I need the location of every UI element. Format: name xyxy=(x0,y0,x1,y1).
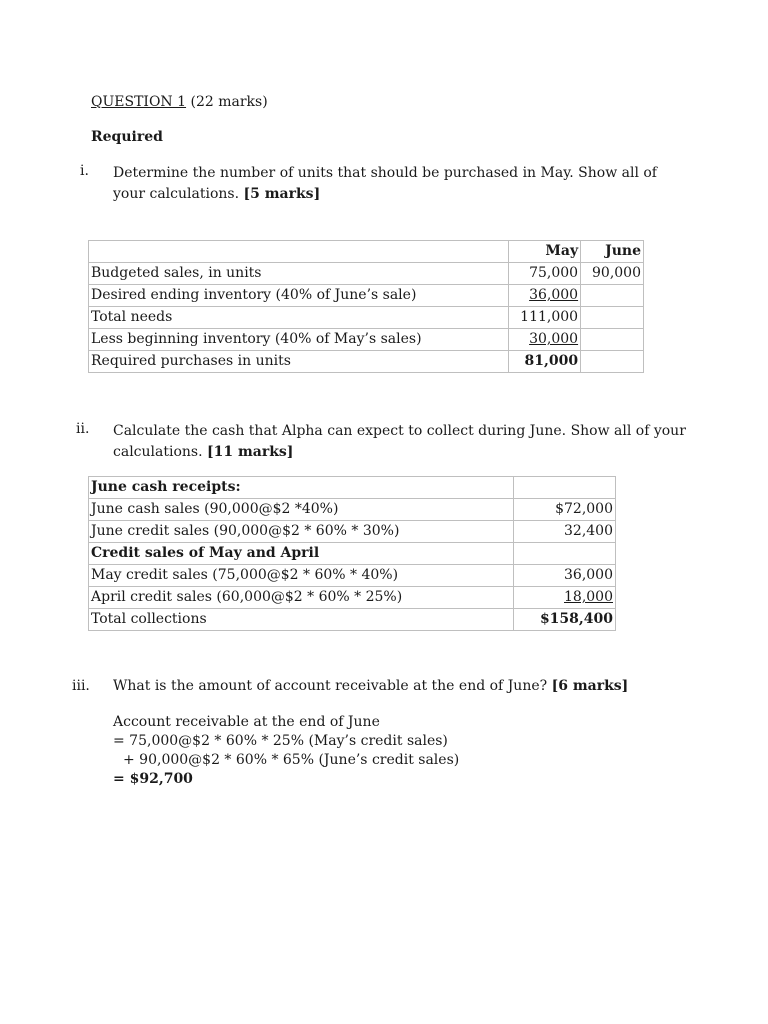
table-row xyxy=(89,587,616,609)
row-label: Credit sales of May and April xyxy=(89,543,514,565)
part-iii-marks: [6 marks] xyxy=(551,678,629,694)
table-row xyxy=(89,609,616,631)
table-row xyxy=(89,565,616,587)
row-label: Total collections xyxy=(89,609,514,631)
table-cell xyxy=(89,241,509,263)
row-label: June cash sales (90,000@$2 *40%) xyxy=(89,499,514,521)
table-header-row xyxy=(89,241,644,263)
question-label: QUESTION 1 xyxy=(91,94,187,110)
answer-line-2: = 75,000@$2 * 60% * 25% (May’s credit sales) xyxy=(113,733,448,749)
row-june xyxy=(581,285,644,307)
answer-line-4: = $92,700 xyxy=(113,771,193,787)
part-iii-numeral: iii. xyxy=(72,678,90,694)
purchases-table xyxy=(88,240,644,373)
part-ii-text-line2: calculations. [11 marks] xyxy=(113,444,294,460)
row-may: 30,000 xyxy=(509,329,581,351)
table-row xyxy=(89,499,616,521)
part-ii-question xyxy=(113,421,713,463)
question-marks: (22 marks) xyxy=(186,94,268,110)
col-header-june: June xyxy=(581,241,644,263)
row-value: 36,000 xyxy=(514,565,616,587)
row-may: 75,000 xyxy=(509,263,581,285)
row-may: 36,000 xyxy=(509,285,581,307)
row-value: $158,400 xyxy=(514,609,616,631)
table-row xyxy=(89,521,616,543)
required-label: Required xyxy=(91,129,163,145)
question-heading xyxy=(91,94,268,110)
part-ii-text: Calculate the cash that Alpha can expect to collect during June. Show all of your xyxy=(113,423,686,439)
row-label: June credit sales (90,000@$2 * 60% * 30%) xyxy=(89,521,514,543)
table-row xyxy=(89,263,644,285)
row-june: 90,000 xyxy=(581,263,644,285)
row-label: Budgeted sales, in units xyxy=(89,263,509,285)
row-label: June cash receipts: xyxy=(89,477,514,499)
table-row xyxy=(89,351,644,373)
table-row xyxy=(89,329,644,351)
row-may: 81,000 xyxy=(509,351,581,373)
table-row xyxy=(89,543,616,565)
part-i-text: Determine the number of units that should be purchased in May. Show all of xyxy=(113,165,657,181)
part-i-question xyxy=(113,163,693,205)
row-label: Desired ending inventory (40% of June’s sale) xyxy=(89,285,509,307)
row-label: Total needs xyxy=(89,307,509,329)
col-header-may: May xyxy=(509,241,581,263)
row-value xyxy=(514,477,616,499)
row-value: 18,000 xyxy=(514,587,616,609)
table-row xyxy=(89,477,616,499)
answer-line-3: + 90,000@$2 * 60% * 65% (June’s credit sales) xyxy=(123,752,460,768)
collections-table xyxy=(88,476,616,631)
table-row xyxy=(89,285,644,307)
row-label: Less beginning inventory (40% of May’s sales) xyxy=(89,329,509,351)
row-june xyxy=(581,329,644,351)
row-label: Required purchases in units xyxy=(89,351,509,373)
part-i-marks: [5 marks] xyxy=(243,186,321,202)
row-value: $72,000 xyxy=(514,499,616,521)
row-may: 111,000 xyxy=(509,307,581,329)
row-june xyxy=(581,351,644,373)
part-ii-marks: [11 marks] xyxy=(206,444,294,460)
row-value: 32,400 xyxy=(514,521,616,543)
answer-line-1: Account receivable at the end of June xyxy=(113,714,380,730)
part-iii-text: What is the amount of account receivable at the end of June? xyxy=(113,678,548,694)
part-iii-answer xyxy=(113,713,459,789)
row-label: May credit sales (75,000@$2 * 60% * 40%) xyxy=(89,565,514,587)
row-value xyxy=(514,543,616,565)
part-i-numeral: i. xyxy=(80,163,89,179)
row-june xyxy=(581,307,644,329)
part-ii-numeral: ii. xyxy=(76,421,90,437)
row-label: April credit sales (60,000@$2 * 60% * 25%) xyxy=(89,587,514,609)
part-iii-question xyxy=(113,678,628,694)
table-row xyxy=(89,307,644,329)
part-i-text-line2: your calculations. [5 marks] xyxy=(113,186,321,202)
